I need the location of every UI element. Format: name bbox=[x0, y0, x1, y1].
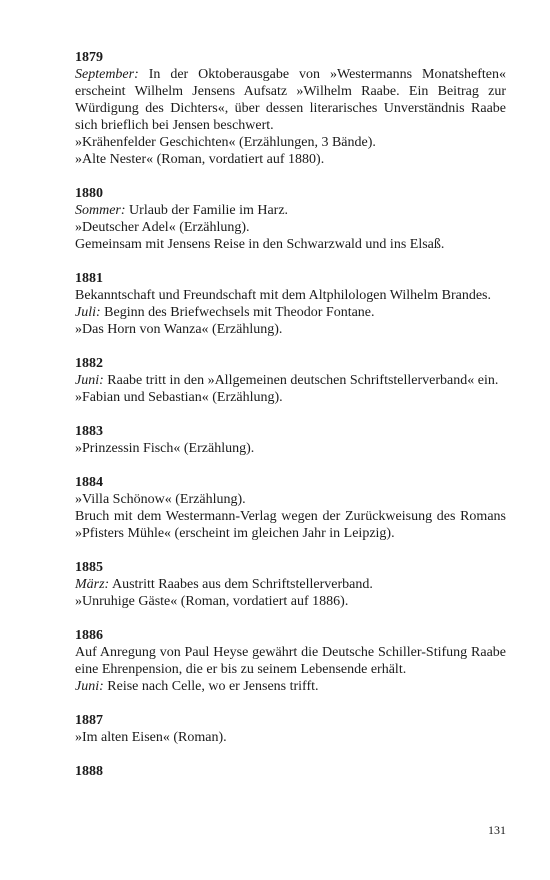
entry-paragraph bbox=[75, 287, 506, 304]
date-label: September: bbox=[75, 67, 139, 82]
year-entry bbox=[75, 270, 506, 338]
entry-paragraph bbox=[75, 219, 506, 236]
entry-text: Gemeinsam mit Jensens Reise in den Schwarzwald und ins Elsaß. bbox=[75, 237, 445, 252]
entry-text: Urlaub der Familie im Harz. bbox=[125, 203, 289, 218]
year-heading: 1888 bbox=[75, 764, 103, 779]
chronology bbox=[75, 49, 506, 780]
entry-text: »Deutscher Adel« (Erzählung). bbox=[75, 220, 250, 235]
entry-paragraph bbox=[75, 491, 506, 508]
year-heading: 1884 bbox=[75, 475, 103, 490]
year-entry bbox=[75, 185, 506, 253]
year-heading: 1880 bbox=[75, 186, 103, 201]
date-label: Juni: bbox=[75, 373, 104, 388]
year-entry bbox=[75, 423, 506, 457]
date-label: Juni: bbox=[75, 679, 104, 694]
entry-text: Raabe tritt in den »Allgemeinen deutschen Schriftstellerverband« ein. bbox=[103, 373, 499, 388]
year-heading: 1886 bbox=[75, 628, 103, 643]
entry-paragraph bbox=[75, 644, 506, 678]
entry-text: Beginn des Briefwechsels mit Theodor Fontane. bbox=[100, 305, 375, 320]
entry-paragraph bbox=[75, 389, 506, 406]
year-heading: 1881 bbox=[75, 271, 103, 286]
entry-paragraph bbox=[75, 576, 506, 593]
year-heading: 1879 bbox=[75, 50, 103, 65]
entry-text: »Unruhige Gäste« (Roman, vordatiert auf 1886). bbox=[75, 594, 349, 609]
year-entry bbox=[75, 712, 506, 746]
entry-text: Auf Anregung von Paul Heyse gewährt die Deutsche Schiller-Stifung Raabe eine Ehrenpension, die er bis zu seinem Lebensende erhält. bbox=[75, 645, 506, 677]
year-heading: 1885 bbox=[75, 560, 103, 575]
entry-paragraph bbox=[75, 321, 506, 338]
year-entry bbox=[75, 49, 506, 168]
entry-paragraph bbox=[75, 151, 506, 168]
entry-paragraph bbox=[75, 372, 506, 389]
entry-text: Bekanntschaft und Freundschaft mit dem Altphilologen Wilhelm Brandes. bbox=[75, 288, 491, 303]
entry-paragraph bbox=[75, 304, 506, 321]
entry-text: Bruch mit dem Westermann-Verlag wegen der Zurückweisung des Romans »Pfisters Mühle« (erscheint im gleichen Jahr in Leipzig). bbox=[75, 509, 506, 541]
year-entry bbox=[75, 474, 506, 542]
entry-text: Austritt Raabes aus dem Schriftstellerverband. bbox=[109, 577, 373, 592]
entry-paragraph bbox=[75, 66, 506, 134]
entry-text: Reise nach Celle, wo er Jensens trifft. bbox=[103, 679, 319, 694]
entry-paragraph bbox=[75, 202, 506, 219]
entry-text: In der Oktoberausgabe von »Westermanns Monatsheften« erscheint Wilhelm Jensens Aufsatz »Wilhelm Raabe. Ein Beitrag zur Würdigung des Dichters«, über dessen literarisches Unverständnis Raabe sich brieflich bei Jensen beschwert. bbox=[75, 67, 506, 133]
date-label: Juli: bbox=[75, 305, 101, 320]
entry-paragraph bbox=[75, 134, 506, 151]
entry-paragraph bbox=[75, 678, 506, 695]
date-label: Sommer: bbox=[75, 203, 126, 218]
entry-text: »Im alten Eisen« (Roman). bbox=[75, 730, 227, 745]
entry-paragraph bbox=[75, 729, 506, 746]
entry-text: »Fabian und Sebastian« (Erzählung). bbox=[75, 390, 283, 405]
year-entry bbox=[75, 355, 506, 406]
year-entry bbox=[75, 763, 506, 780]
year-entry bbox=[75, 627, 506, 695]
entry-text: »Prinzessin Fisch« (Erzählung). bbox=[75, 441, 255, 456]
entry-text: »Das Horn von Wanza« (Erzählung). bbox=[75, 322, 283, 337]
entry-paragraph bbox=[75, 440, 506, 457]
entry-text: »Krähenfelder Geschichten« (Erzählungen, 3 Bände). bbox=[75, 135, 376, 150]
entry-paragraph bbox=[75, 508, 506, 542]
year-heading: 1887 bbox=[75, 713, 103, 728]
entry-paragraph bbox=[75, 236, 506, 253]
year-entry bbox=[75, 559, 506, 610]
date-label: März: bbox=[75, 577, 110, 592]
entry-text: »Villa Schönow« (Erzählung). bbox=[75, 492, 246, 507]
year-heading: 1883 bbox=[75, 424, 103, 439]
entry-paragraph bbox=[75, 593, 506, 610]
entry-text: »Alte Nester« (Roman, vordatiert auf 1880). bbox=[75, 152, 325, 167]
year-heading: 1882 bbox=[75, 356, 103, 371]
page-number: 131 bbox=[488, 823, 506, 837]
